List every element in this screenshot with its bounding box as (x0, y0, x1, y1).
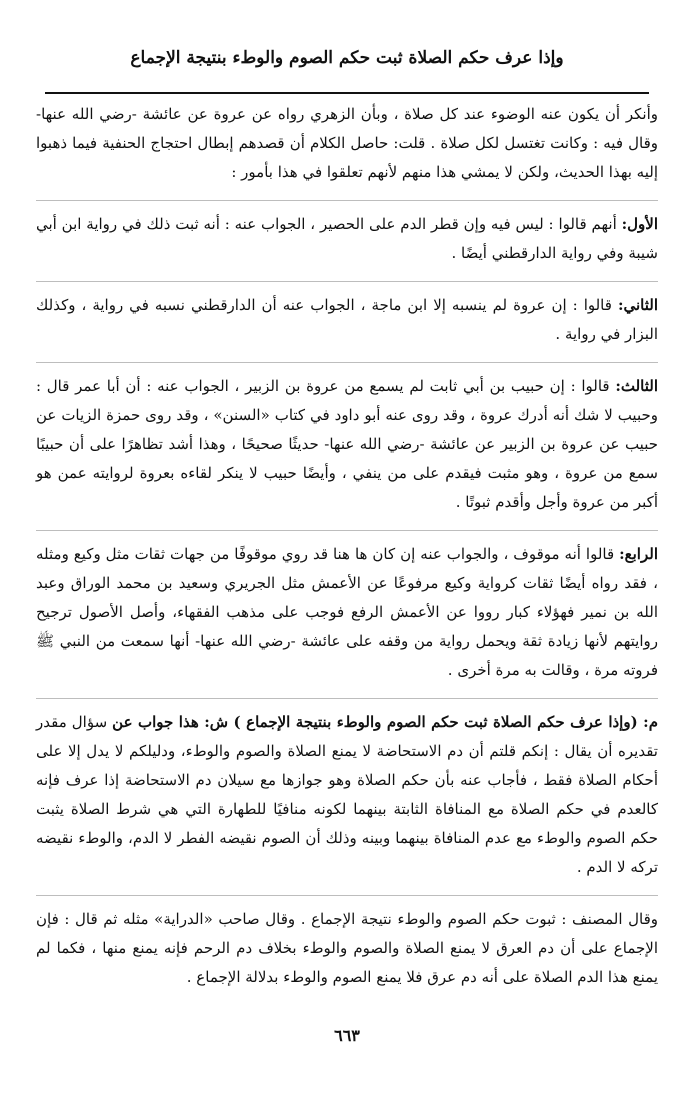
paragraph-third-lead: الثالث: (615, 377, 658, 395)
paragraph-intro (36, 100, 658, 187)
paragraph-first-lead: الأول: (621, 215, 658, 233)
paragraph-matn-commentary (36, 708, 658, 882)
header-rule (45, 92, 649, 94)
paragraph-separator (36, 362, 658, 363)
paragraph-separator (36, 698, 658, 699)
paragraph-second-lead: الثاني: (617, 296, 658, 314)
paragraph-separator (36, 530, 658, 531)
paragraph-separator (36, 281, 658, 282)
paragraph-intro-text: وأنكر أن يكون عنه الوضوء عند كل صلاة ، وبأن الزهري رواه عن عروة عن عائشة -رضي الله عنها- وقال فيه : وكانت تغتسل لكل صلاة . قلت: حاصل الكلام أن قصدهم إبطال احتجاج الحنفية فيما ذهبوا إليه بهذا الحديث، ولكن لا يمشي هذا منهم لأنهم تعلقوا في هذا بأمور : (36, 105, 658, 181)
paragraph-fourth (36, 540, 658, 685)
paragraph-matn-lead: م: (وإذا عرف حكم الصلاة ثبت حكم الصوم والوطء بنتيجة الإجماع ) ش: هذا جواب عن (112, 713, 658, 731)
paragraph-first-text: أنهم قالوا : ليس فيه وإن قطر الدم على الحصير ، الجواب عنه : أنه ثبت ذلك في رواية ابن أبي شيبة وفي رواية الدارقطني أيضًا . (36, 215, 658, 262)
paragraph-matn-text: سؤال مقدر تقديره أن يقال : إنكم قلتم أن دم الاستحاضة لا يمنع الصلاة والصوم والوطء، ودليلكم لا يدل إلا على أحكام الصلاة فقط ، فأجاب عنه بأن حكم الصلاة وهو جوازها مع سيلان دم الاستحاضة إذا عرف فإنه كالعدم في حكم الصلاة مع المنافاة الثابتة بينهما لكونه منافيًا للطهارة التي هي شرط الصلاة يثبت حكم الصوم والوطء مع عدم المنافاة بينهما وبينه وذلك أن الصوم نقيضه الفطر لا الدم، والوطء نقيضه تركه لا الدم . (36, 713, 658, 876)
paragraph-separator (36, 200, 658, 201)
body-text (36, 100, 658, 1005)
paragraph-third-text: قالوا : إن حبيب بن أبي ثابت لم يسمع من عروة بن الزبير ، الجواب عنه : أن أبا عمر قال : وحبيب لا شك أنه أدرك عروة ، وقد روى عنه أبو داود في كتاب «السنن» ، وقد روى حمزة الزيات عن حبيب عن عروة بن الزبير عن عائشة -رضي الله عنها- حديثًا صحيحًا ، وهذا أشد تظاهرًا على أن حبيبًا سمع من عروة ، وهو مثبت فيقدم على من ينفي ، وأيضًا حبيب لا ينكر لقاءه بعروة لروايته عمن هو أكبر من عروة وأجل وأقدم ثبوتًا . (36, 377, 658, 511)
paragraph-fourth-text: قالوا أنه موقوف ، والجواب عنه إن كان ها هنا قد روي موقوفًا من جهات ثقات مثل وكيع ومثله ، فقد رواه أيضًا ثقات كرواية وكيع مرفوعًا عن الأعمش مثل الجريري وسعيد بن محمد الوراق وعبد الله بن نمير فهؤلاء كبار رووا عن الأعمش الرفع فوجب على مذهب الفقهاء، وأصل الأصول ترجيح روايتهم لأنها زيادة ثقة ويحمل رواية من وقفه على عائشة -رضي الله عنها- أنها سمعت من النبي ﷺ فروته مرة ، وقالت به مرة أخرى . (36, 545, 658, 679)
paragraph-second (36, 291, 658, 349)
paragraph-separator (36, 895, 658, 896)
paragraph-third (36, 372, 658, 517)
paragraph-author-note-text: وقال المصنف : ثبوت حكم الصوم والوطء نتيجة الإجماع . وقال صاحب «الدراية» مثله ثم قال : فإن الإجماع على أن دم العرق لا يمنع الصلاة والصوم والوطء بخلاف دم الرحم فإنه يمنع منها ، فكما لم يمنع هذا الدم الصلاة على أنه دم عرق فلا يمنع الصوم والوطء بدلالة الإجماع . (36, 910, 658, 986)
paragraph-fourth-lead: الرابع: (619, 545, 658, 563)
page-number: ٦٦٣ (334, 1026, 360, 1045)
running-head: وإذا عرف حكم الصلاة ثبت حكم الصوم والوطء بنتيجة الإجماع (130, 48, 564, 68)
paragraph-author-note (36, 905, 658, 992)
paragraph-second-text: قالوا : إن عروة لم ينسبه إلا ابن ماجة ، الجواب عنه أن الدارقطني نسبه في رواية ، وكذلك البزار في رواية . (36, 296, 658, 343)
paragraph-first (36, 210, 658, 268)
